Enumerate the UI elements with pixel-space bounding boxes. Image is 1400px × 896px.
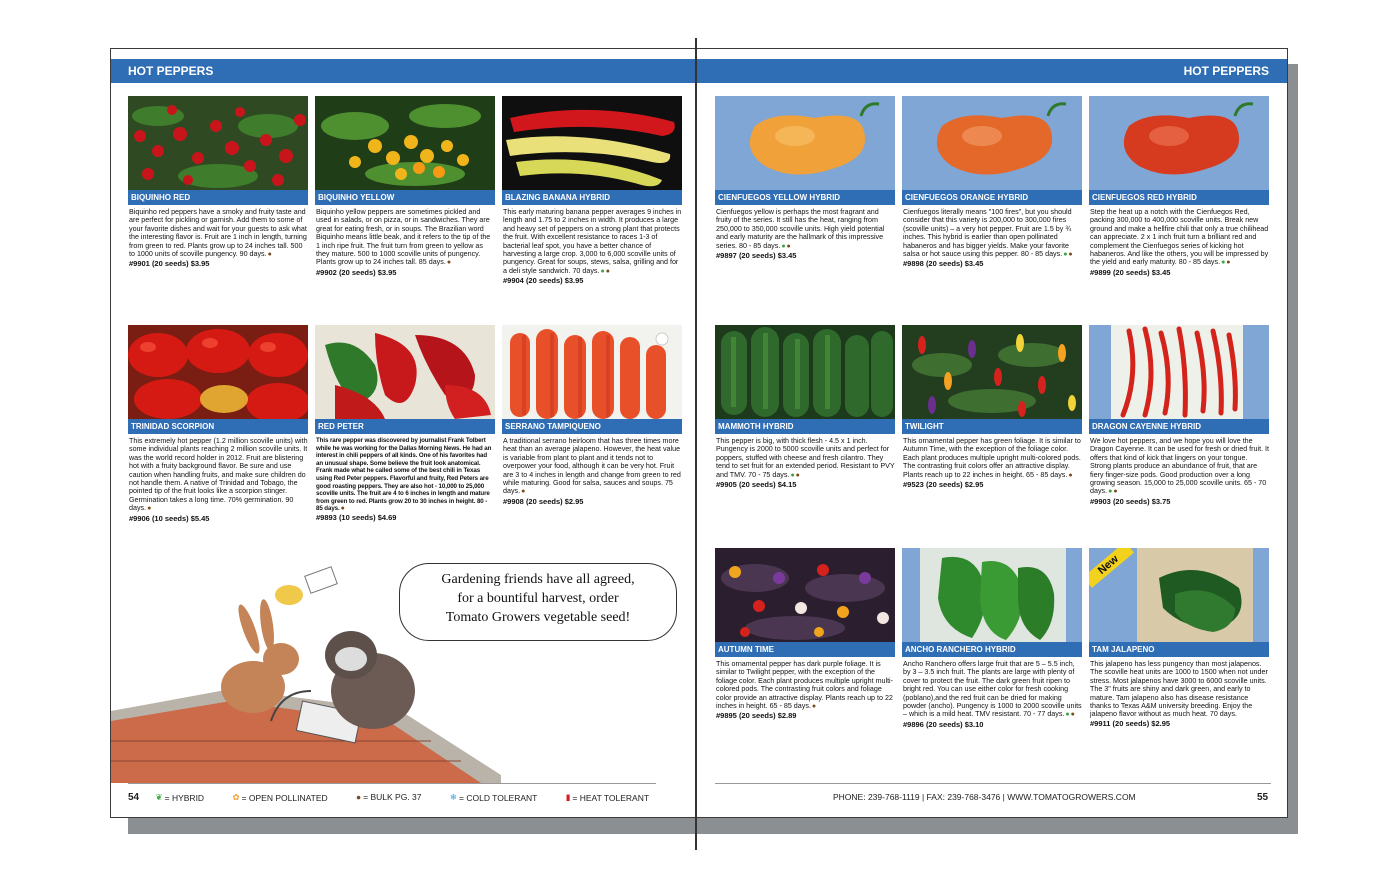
product-name: AUTUMN TIME: [715, 642, 895, 657]
product-card-trinidad-scorpion[interactable]: [128, 325, 308, 523]
product-price: #9903 (20 seeds) $3.75: [1090, 496, 1171, 506]
product-description: A traditional serrano heirloom that has three times more heat than an average jalapeno. However, the heat value is variable from plant to plant and it tends not to overpower your food, although it can be very hot. Fruit are 3 to 4 inches in length and change from green to red while maturing. Good for salsa, sauces and soups. 75 days.●: [503, 437, 681, 496]
product-card-mammoth-hybrid[interactable]: [715, 325, 895, 489]
left-footer: [128, 792, 675, 803]
product-description: Biquinho red peppers have a smoky and fruity taste and are perfect for pickling or garnish. Add them to some of your favorite dishes and wait for your guests to ask what the interesting flavor is. Fruit are 1 inch in length, turning from green to red. Plants grow up to 24 inches tall. 500 to 1000 units of scoville pungency. 90 days.●: [129, 208, 307, 259]
product-price: #9904 (20 seeds) $3.95: [503, 276, 584, 286]
snowflake-icon: ❄: [449, 792, 458, 802]
product-card-twilight[interactable]: [902, 325, 1082, 489]
product-card-biquinho-yellow[interactable]: [315, 96, 495, 277]
product-name: CIENFUEGOS ORANGE HYBRID: [902, 190, 1082, 205]
seed-bag-icon: ●: [340, 505, 345, 513]
product-description: This pepper is big, with thick flesh - 4.5 x 1 inch. Pungency is 2000 to 5000 scoville units and perfect for poppers, stuffed with cheese and fresh cilantro. They tend to set fruit for an extended period. Resistant to PVY and TMV. 70 - 75 days.●●: [716, 437, 895, 479]
product-name: BLAZING BANANA HYBRID: [502, 190, 682, 205]
product-image: [1089, 96, 1269, 190]
product-description: This rare pepper was discovered by journalist Frank Tolbert while he was working for the Dallas Morning News. He had an interest in chili peppers of all kinds. One of his favorites had an unusual shape. Some believe the fruit look anatomical. Frank made what he called some of the best chili in Texas using Red Peter peppers. Flavorful and fruity, Red Peters are good roasting peppers. They are also hot - 10,000 to 25,000 scoville units. The fruit are 4 to 6 inches in length and mature from green to red. Plants grow 20 to 30 inches in height. 80 - 85 days.●: [316, 437, 492, 513]
product-image: [715, 548, 895, 642]
product-name: CIENFUEGOS RED HYBRID: [1089, 190, 1269, 205]
thermometer-icon: ▮: [565, 792, 571, 802]
legend-heat-tolerant: [566, 792, 649, 803]
seed-bag-icon: ●: [786, 242, 791, 250]
product-price: #9901 (20 seeds) $3.95: [129, 259, 210, 269]
product-card-cienfuegos-yellow[interactable]: [715, 96, 895, 260]
product-image: [715, 325, 895, 419]
product-image: [315, 96, 495, 190]
product-card-biquinho-red[interactable]: [128, 96, 308, 268]
product-description: This ornamental pepper has green foliage. It is similar to Autumn Time, with the exception of the foliage color. Each plant produces multiple upright multi-colored pods. The contrasting fruit colors offer an attractive display. Plants reach up to 22 inches in height. 65 - 85 days.●: [903, 437, 1081, 479]
seed-bag-icon: ●: [1113, 488, 1118, 496]
right-footer-rule: [715, 783, 1271, 784]
product-description: This early maturing banana pepper averages 9 inches in length and 1.75 to 2 inches in width. It produces a large and heavy set of peppers on a strong plant that protects the fruit. With excellent resistance to races 1-3 of bacterial leaf spot, you have a better chance of harvesting a large crop. 3,000 to 6,000 scoville units of pungency. Great for soups, stews, salsa, grilling and for a deli style sandwich. 70 days.●●: [503, 208, 682, 275]
product-name: TRINIDAD SCORPION: [128, 419, 308, 434]
legend-label: = HYBRID: [164, 792, 205, 803]
leaf-icon: ●: [781, 242, 786, 250]
legend-label: = COLD TOLERANT: [459, 792, 538, 803]
product-price: #9898 (20 seeds) $3.45: [903, 259, 984, 269]
product-price: #9897 (20 seeds) $3.45: [716, 251, 797, 261]
product-name: BIQUINHO YELLOW: [315, 190, 495, 205]
leaf-icon: ●: [1108, 488, 1113, 496]
seed-bag-icon: ●: [1070, 711, 1075, 719]
seed-bag-icon: ●: [1068, 471, 1073, 479]
product-image: [1089, 325, 1269, 419]
leaf-icon: ❦: [155, 792, 163, 802]
product-card-red-peter[interactable]: [315, 325, 495, 522]
product-name: MAMMOTH HYBRID: [715, 419, 895, 434]
product-price: #9908 (20 seeds) $2.95: [503, 496, 584, 506]
product-description: Ancho Ranchero offers large fruit that are 5 – 5.5 inch, by 3 – 3.5 inch fruit. The plants are large with plenty of cover to protect the fruit. The dark green fruit ripen to bright red. You can use either color for fresh cooking (poblano),and the red fruit can be dried for making powder (ancho). Pungency is 1000 to 2000 scoville units – which is a mild heat. TMV resistant. 70 - 77 days.●●: [903, 660, 1082, 719]
product-description: Cienfuegos yellow is perhaps the most fragrant and fruity of the series. It still has the heat, ranging from 250,000 to 350,000 scoville units. High yield potential and early maturity are the hallmark of this impressive series. 80 - 85 days.●●: [716, 208, 885, 250]
product-card-tam-jalapeno[interactable]: [1089, 548, 1269, 728]
product-card-dragon-cayenne[interactable]: [1089, 325, 1269, 506]
product-card-cienfuegos-orange[interactable]: [902, 96, 1082, 268]
leaf-icon: ●: [1065, 711, 1070, 719]
page-number-left: 54: [128, 792, 140, 803]
product-description: This jalapeno has less pungency than most jalapenos. The scoville heat units are 1000 to 1500 when not under stress. Most jalapenos have 3000 to 6000 scoville units. The 3" fruits are shiny and dark green, and early to mature. Tam jalapeno also has disease resistance thanks to Texas A&M university breeding. Enjoy the jalapeno flavor without as much heat. 70 days.: [1090, 660, 1268, 719]
product-price: #9902 (20 seeds) $3.95: [316, 267, 397, 277]
left-footer-rule: [128, 783, 656, 784]
product-image: [128, 325, 308, 419]
seed-bag-icon: ●: [605, 267, 610, 275]
product-card-autumn-time[interactable]: [715, 548, 895, 720]
catalog-spread: [110, 48, 1288, 818]
product-name: SERRANO TAMPIQUENO: [502, 419, 682, 434]
product-price: #9906 (10 seeds) $5.45: [129, 513, 210, 523]
product-image: [128, 96, 308, 190]
legend-label: = HEAT TOLERANT: [572, 792, 650, 803]
product-card-serrano-tampiqueno[interactable]: [502, 325, 682, 506]
product-card-cienfuegos-red[interactable]: [1089, 96, 1269, 277]
bubble-line: Gardening friends have all agreed,: [441, 572, 635, 587]
seed-bag-icon: ●: [267, 251, 272, 259]
product-image: [1089, 548, 1269, 642]
legend-hybrid: [156, 792, 205, 803]
seed-bag-icon: ●: [1226, 259, 1231, 267]
product-image: [315, 325, 495, 419]
product-description: Step the heat up a notch with the Cienfuegos Red, packing 300,000 to 400,000 scoville units. Break new ground and make a hellfire chili that only a true chilihead can appreciate. 2 x 1 inch fruit turn a brilliant red and complement the Cienfuegos series of kicking hot habaneros. And like the others, you will be impressed by the yield and early maturity. 80 - 85 days.●●: [1090, 208, 1269, 267]
new-badge: New: [1089, 548, 1134, 588]
product-image: [902, 96, 1082, 190]
left-page-header: HOT PEPPERS: [111, 59, 695, 83]
product-name: ANCHO RANCHERO HYBRID: [902, 642, 1082, 657]
seed-bag-icon: ●: [795, 471, 800, 479]
product-name: BIQUINHO RED: [128, 190, 308, 205]
product-name: RED PETER: [315, 419, 495, 434]
product-image: [715, 96, 895, 190]
right-page-header: HOT PEPPERS: [697, 59, 1287, 83]
product-description: This ornamental pepper has dark purple foliage. It is similar to Twilight pepper, with the exception of the foliage color. Each plant produces multiple upright multi-colored pods. The contrasting fruit colors and foliage color provide an attractive display. Plants reach up to 22 inches in height. 65 - 85 days.●: [716, 660, 894, 711]
product-card-blazing-banana-hybrid[interactable]: [502, 96, 682, 285]
product-name: TAM JALAPENO: [1089, 642, 1269, 657]
seed-bag-icon: ●: [521, 488, 526, 496]
bubble-line: for a bountiful harvest, order: [457, 591, 619, 606]
product-price: #9896 (20 seeds) $3.10: [903, 719, 984, 729]
product-image: [502, 325, 682, 419]
product-description: This extremely hot pepper (1.2 million scoville units) with some individual plants reaching 2 million scoville units. It was the world record holder in 2012. Fruit are blistering hot with a fruity background flavor. Be sure and use caution when handling fruits, and make sure children do not handle them. A native of Trinidad and Tobago, the pointed tip of the fruit looks like a scorpion stinger. Germination takes a long time. 70% germination. 90 days.●: [129, 437, 308, 513]
seed-bag-icon: ●: [811, 703, 817, 711]
legend-open-pollinated: [232, 792, 327, 803]
leaf-icon: ●: [790, 471, 795, 479]
product-image: [502, 96, 682, 190]
right-footer-contact: PHONE: 239-768-1119 | FAX: 239-768-3476 | WWW.TOMATOGROWERS.COM: [833, 792, 1136, 802]
product-name: DRAGON CAYENNE HYBRID: [1089, 419, 1269, 434]
product-image: [902, 548, 1082, 642]
product-description: Cienfuegos literally means "100 fires", but you should consider that this variety is 200,000 to 300,000 fires (scoville units) – a very hot pepper. Fruit are 1.5 by ¾ inches. This hybrid is earlier than open pollinated habaneros and has bigger yields. Make your favorite salsa or hot sauce using this pepper. 80 - 85 days.●●: [903, 208, 1073, 259]
product-price: #9899 (20 seeds) $3.45: [1090, 267, 1171, 277]
product-price: #9905 (20 seeds) $4.15: [716, 480, 797, 490]
product-price: #9893 (10 seeds) $4.69: [316, 512, 397, 522]
seed-bag-icon: ●: [356, 792, 362, 802]
legend-label: = OPEN POLLINATED: [241, 792, 328, 803]
product-price: #9895 (20 seeds) $2.89: [716, 711, 797, 721]
flower-icon: ✿: [232, 792, 240, 802]
product-price: #9523 (20 seeds) $2.95: [903, 480, 984, 490]
product-image: [902, 325, 1082, 419]
product-card-ancho-ranchero[interactable]: [902, 548, 1082, 729]
leaf-icon: ●: [1221, 259, 1226, 267]
product-name: TWILIGHT: [902, 419, 1082, 434]
product-description: Biquinho yellow peppers are sometimes pickled and used in salads, or on pizza, or in sandwiches. They are great for eating fresh, or in soups. The Brazilian word Biquinho means little beak, and it refers to the tip of the 1 inch ripe fruit. The fruit turn from green to yellow as they mature. 500 to 1000 scoville units of pungency. Plants grow up to 24 inches tall. 85 days.●: [316, 208, 491, 267]
product-price: #9911 (20 seeds) $2.95: [1090, 718, 1171, 728]
legend-cold-tolerant: [450, 792, 537, 803]
legend-bulk: [356, 792, 422, 802]
rabbit-raccoon-illustration: [111, 561, 551, 783]
seed-bag-icon: ●: [147, 505, 152, 513]
product-description: We love hot peppers, and we hope you will love the Dragon Cayenne. It can be used for fresh or dried fruit. It offers that kind of kick that lingers on your tongue. Strong plants produce an abundance of fruit, that are fiery finger-size pods. Good production over a long growing season. 15,000 to 25,000 scoville units. 65 - 70 days.●●: [1090, 437, 1270, 496]
legend-label: = BULK PG. 37: [363, 792, 422, 802]
bubble-line: Tomato Growers vegetable seed!: [445, 610, 631, 625]
spine-line: [695, 38, 697, 850]
page-number-right: 55: [1257, 792, 1269, 803]
seed-bag-icon: ●: [1068, 251, 1073, 259]
seed-bag-icon: ●: [446, 259, 452, 267]
leaf-icon: ●: [600, 267, 605, 275]
product-name: CIENFUEGOS YELLOW HYBRID: [715, 190, 895, 205]
leaf-icon: ●: [1063, 251, 1068, 259]
